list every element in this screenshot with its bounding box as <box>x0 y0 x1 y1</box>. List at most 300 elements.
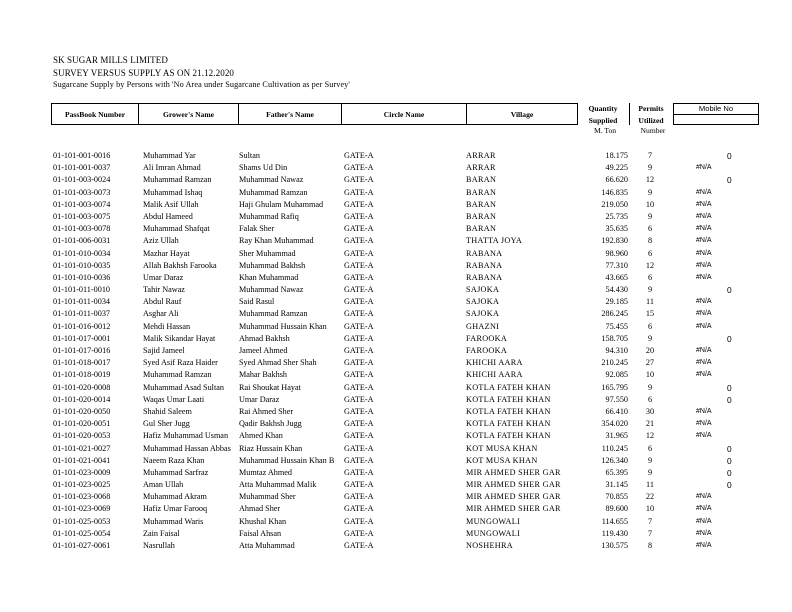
cell-grower-name: Muhammad Akram <box>143 492 207 502</box>
table-row <box>0 162 792 174</box>
cell-quantity: 165.795 <box>601 382 628 392</box>
cell-circle-name: GATE-A <box>344 467 374 477</box>
cell-passbook: 01-101-023-0009 <box>53 467 111 477</box>
cell-quantity: 29.185 <box>605 297 628 307</box>
header-passbook: PassBook Number <box>51 103 139 125</box>
cell-father-name: Muhammad Hussain Khan B <box>239 455 335 465</box>
cell-village: KHICHI AARA <box>466 370 523 380</box>
cell-passbook: 01-101-023-0025 <box>53 480 111 490</box>
cell-circle-name: GATE-A <box>344 358 374 368</box>
cell-grower-name: Nasrullah <box>143 541 175 550</box>
cell-quantity: 126.340 <box>601 455 628 465</box>
cell-father-name: Riaz Hussain Khan <box>239 443 303 453</box>
cell-permits: 6 <box>647 248 653 258</box>
cell-father-name: Muhammad Rafiq <box>239 211 299 221</box>
cell-father-name: Muhammad Ramzan <box>239 309 308 319</box>
cell-circle-name: GATE-A <box>344 297 374 307</box>
table-row <box>0 199 792 211</box>
cell-father-name: Ahmad Sher <box>239 504 281 514</box>
cell-permits: 9 <box>647 333 653 343</box>
cell-grower-name: Allah Bakhsh Farooka <box>143 260 217 270</box>
table-row <box>0 467 792 479</box>
cell-permits: 12 <box>645 260 655 270</box>
cell-passbook: 01-101-020-0050 <box>53 406 111 416</box>
cell-mobile: #N/A <box>696 249 712 257</box>
table-row <box>0 430 792 442</box>
cell-mark: 0 <box>727 175 732 186</box>
cell-mobile: #N/A <box>696 212 712 220</box>
table-row <box>0 174 792 186</box>
cell-village: KOTLA FATEH KHAN <box>466 406 551 416</box>
cell-quantity: 158.705 <box>601 333 628 343</box>
cell-grower-name: Malik Asif Ullah <box>143 199 199 209</box>
cell-father-name: Ray Khan Muhammad <box>239 236 314 246</box>
cell-village: THATTA JOYA <box>466 236 523 246</box>
cell-village: MIR AHMED SHER GAR <box>466 504 561 514</box>
cell-permits: 6 <box>647 321 653 331</box>
cell-grower-name: Shahid Saleem <box>143 406 192 416</box>
cell-circle-name: GATE-A <box>344 431 374 441</box>
cell-father-name: Muhammad Sher <box>239 492 296 502</box>
table-row <box>0 248 792 260</box>
report-subtitle: Sugarcane Supply by Persons with 'No Area under Sugarcane Cultivation as per Survey' <box>53 80 350 89</box>
cell-passbook: 01-101-023-0069 <box>53 504 111 514</box>
cell-grower-name: Hafiz Muhammad Usman <box>143 431 229 441</box>
cell-permits: 11 <box>646 480 654 490</box>
cell-mark: 0 <box>727 394 732 405</box>
header-permits-unit: Number <box>640 126 666 135</box>
table-row <box>0 284 792 296</box>
cell-passbook: 01-101-010-0034 <box>53 248 111 258</box>
table-row <box>0 321 792 333</box>
cell-permits: 9 <box>647 211 653 221</box>
cell-mobile: #N/A <box>696 420 712 428</box>
cell-father-name: Jameel Ahmed <box>239 346 288 355</box>
cell-permits: 6 <box>647 443 653 453</box>
cell-quantity: 75.455 <box>605 321 628 331</box>
cell-father-name: Rai Ahmed Sher <box>239 406 294 416</box>
cell-passbook: 01-101-020-0053 <box>53 431 111 441</box>
table-row <box>0 369 792 381</box>
cell-father-name: Muhammad Bakhsh <box>239 260 306 270</box>
cell-passbook: 01-101-016-0012 <box>53 321 111 331</box>
cell-village: RABANA <box>466 272 503 282</box>
cell-passbook: 01-101-018-0019 <box>53 370 111 380</box>
cell-mobile: #N/A <box>696 505 712 513</box>
cell-passbook: 01-101-010-0035 <box>53 260 111 270</box>
table-row <box>0 150 792 162</box>
cell-grower-name: Asghar Ali <box>143 309 179 319</box>
cell-village: GHAZNI <box>466 321 500 331</box>
cell-grower-name: Hafiz Umar Farooq <box>143 504 208 514</box>
cell-mobile: #N/A <box>696 493 712 501</box>
header-village: Village <box>466 103 578 125</box>
cell-village: BARAN <box>466 175 497 185</box>
header-quantity <box>578 103 628 127</box>
cell-passbook: 01-101-003-0074 <box>53 199 111 209</box>
cell-circle-name: GATE-A <box>344 382 374 392</box>
cell-father-name: Rai Shoukat Hayat <box>239 382 301 392</box>
header-quantity-unit: M. Ton <box>593 126 617 135</box>
cell-passbook: 01-101-020-0008 <box>53 382 111 392</box>
cell-quantity: 66.620 <box>605 175 628 185</box>
cell-village: KOTLA FATEH KHAN <box>466 382 551 392</box>
cell-grower-name: Sajid Jameel <box>143 346 185 355</box>
cell-passbook: 01-101-020-0014 <box>53 394 111 404</box>
cell-passbook: 01-101-011-0037 <box>53 309 111 319</box>
cell-mobile: #N/A <box>696 432 712 440</box>
cell-mobile: #N/A <box>696 298 712 306</box>
cell-village: BARAN <box>466 211 497 221</box>
cell-quantity: 92.085 <box>605 370 628 380</box>
cell-circle-name: GATE-A <box>344 285 374 295</box>
cell-circle-name: GATE-A <box>344 394 374 404</box>
table-row <box>0 418 792 430</box>
cell-grower-name: Muhammad Shafqat <box>143 224 210 234</box>
cell-permits: 9 <box>647 285 653 295</box>
cell-village: ARRAR <box>466 163 496 173</box>
cell-quantity: 219.050 <box>601 199 628 209</box>
cell-permits: 11 <box>646 297 654 307</box>
cell-village: KOTLA FATEH KHAN <box>466 431 551 441</box>
cell-village: ARRAR <box>466 151 496 160</box>
cell-passbook: 01-101-003-0075 <box>53 211 111 221</box>
cell-father-name: Qadir Bakhsh Jugg <box>239 419 302 429</box>
header-permits-line2: Utilized <box>638 116 664 125</box>
cell-permits: 9 <box>647 455 653 465</box>
cell-permits: 21 <box>645 419 655 429</box>
cell-circle-name: GATE-A <box>344 309 374 319</box>
cell-father-name: Shams Ud Din <box>239 163 288 173</box>
table-row <box>0 528 792 540</box>
cell-village: NOSHEHRA <box>466 541 513 550</box>
cell-mobile: #N/A <box>696 237 712 245</box>
cell-permits: 8 <box>647 236 653 246</box>
cell-circle-name: GATE-A <box>344 406 374 416</box>
cell-mark: 0 <box>727 443 732 454</box>
cell-father-name: Ahmed Khan <box>239 431 283 441</box>
cell-father-name: Khan Muhammad <box>239 272 299 282</box>
cell-permits: 6 <box>647 272 653 282</box>
cell-quantity: 31.145 <box>605 480 628 490</box>
cell-village: FAROOKA <box>466 333 508 343</box>
cell-permits: 20 <box>645 346 655 355</box>
header-mobile <box>673 103 759 125</box>
cell-grower-name: Muhammad Ishaq <box>143 187 203 197</box>
cell-passbook: 01-101-025-0053 <box>53 516 111 526</box>
table-row <box>0 455 792 467</box>
cell-quantity: 89.600 <box>605 504 628 514</box>
table-row <box>0 357 792 369</box>
cell-village: KHICHI AARA <box>466 358 523 368</box>
cell-grower-name: Mazhar Hayat <box>143 248 190 258</box>
table-row <box>0 382 792 394</box>
cell-father-name: Atta Muhammad Malik <box>239 480 317 490</box>
cell-village: RABANA <box>466 248 503 258</box>
cell-village: BARAN <box>466 187 497 197</box>
table-row <box>0 308 792 320</box>
cell-quantity: 130.575 <box>601 541 628 550</box>
cell-village: KOT MUSA KHAN <box>466 455 538 465</box>
cell-mobile: #N/A <box>696 371 712 379</box>
cell-quantity: 65.395 <box>605 467 628 477</box>
cell-passbook: 01-101-017-0001 <box>53 333 111 343</box>
header-permits <box>630 103 672 127</box>
cell-grower-name: Aziz Ullah <box>143 236 179 246</box>
header-grower: Grower's Name <box>138 103 239 125</box>
cell-father-name: Umar Daraz <box>239 394 280 404</box>
cell-father-name: Faisal Ahsan <box>239 528 282 538</box>
cell-permits: 9 <box>647 382 653 392</box>
cell-village: MIR AHMED SHER GAR <box>466 480 561 490</box>
cell-mobile: #N/A <box>696 188 712 196</box>
cell-village: MUNGOWALI <box>466 516 521 526</box>
table-row <box>0 345 792 357</box>
cell-passbook: 01-101-010-0036 <box>53 272 111 282</box>
cell-mobile: #N/A <box>696 517 712 525</box>
cell-permits: 15 <box>645 309 655 319</box>
cell-permits: 7 <box>647 516 653 526</box>
cell-passbook: 01-101-018-0017 <box>53 358 111 368</box>
cell-mobile: #N/A <box>696 310 712 318</box>
table-row <box>0 272 792 284</box>
cell-circle-name: GATE-A <box>344 346 374 355</box>
cell-passbook: 01-101-006-0031 <box>53 236 111 246</box>
cell-quantity: 192.830 <box>601 236 628 246</box>
cell-grower-name: Muhammad Asad Sultan <box>143 382 224 392</box>
cell-father-name: Falak Sher <box>239 224 275 234</box>
cell-mark: 0 <box>727 467 732 478</box>
header-circle: Circle Name <box>341 103 467 125</box>
table-row <box>0 443 792 455</box>
cell-circle-name: GATE-A <box>344 541 374 550</box>
cell-father-name: Haji Ghulam Muhammad <box>239 199 324 209</box>
cell-quantity: 70.855 <box>605 492 628 502</box>
table-row <box>0 260 792 272</box>
cell-permits: 6 <box>647 224 653 234</box>
cell-quantity: 97.550 <box>605 394 628 404</box>
cell-permits: 30 <box>645 406 655 416</box>
cell-grower-name: Muhammad Waris <box>143 516 204 526</box>
cell-father-name: Said Rasul <box>239 297 275 307</box>
table-row <box>0 503 792 515</box>
cell-permits: 10 <box>645 370 655 380</box>
cell-mobile: #N/A <box>696 225 712 233</box>
cell-circle-name: GATE-A <box>344 236 374 246</box>
company-title: SK SUGAR MILLS LIMITED <box>53 55 168 65</box>
cell-village: MUNGOWALI <box>466 528 521 538</box>
cell-quantity: 286.245 <box>601 309 628 319</box>
cell-passbook: 01-101-003-0024 <box>53 175 111 185</box>
cell-passbook: 01-101-021-0027 <box>53 443 111 453</box>
cell-grower-name: Waqas Umar Laati <box>143 394 205 404</box>
cell-circle-name: GATE-A <box>344 224 374 234</box>
cell-quantity: 35.635 <box>605 224 628 234</box>
cell-mark: 0 <box>727 480 732 491</box>
cell-circle-name: GATE-A <box>344 419 374 429</box>
cell-quantity: 110.245 <box>601 443 628 453</box>
cell-grower-name: Abdul Rauf <box>143 297 182 307</box>
cell-circle-name: GATE-A <box>344 443 374 453</box>
cell-quantity: 94.310 <box>605 346 628 355</box>
cell-grower-name: Muhammad Ramzan <box>143 175 212 185</box>
cell-grower-name: Abdul Hameed <box>143 211 193 221</box>
cell-grower-name: Umar Daraz <box>143 272 184 282</box>
cell-circle-name: GATE-A <box>344 187 374 197</box>
cell-quantity: 77.310 <box>605 260 628 270</box>
cell-mark: 0 <box>727 285 732 296</box>
cell-passbook: 01-101-021-0041 <box>53 455 111 465</box>
cell-father-name: Khushal Khan <box>239 516 287 526</box>
cell-circle-name: GATE-A <box>344 260 374 270</box>
cell-village: KOTLA FATEH KHAN <box>466 419 551 429</box>
cell-passbook: 01-101-001-0037 <box>53 163 111 173</box>
cell-passbook: 01-101-023-0068 <box>53 492 111 502</box>
cell-mobile: #N/A <box>696 273 712 281</box>
cell-passbook: 01-101-011-0010 <box>53 285 111 295</box>
cell-passbook: 01-101-011-0034 <box>53 297 111 307</box>
header-father: Father's Name <box>238 103 342 125</box>
cell-grower-name: Zain Faisal <box>143 528 180 538</box>
cell-permits: 8 <box>647 541 653 550</box>
cell-circle-name: GATE-A <box>344 151 374 160</box>
table-row <box>0 333 792 345</box>
cell-passbook: 01-101-003-0078 <box>53 224 111 234</box>
cell-grower-name: Muhammad Ramzan <box>143 370 212 380</box>
cell-quantity: 98.960 <box>605 248 628 258</box>
table-row <box>0 394 792 406</box>
cell-permits: 22 <box>645 492 655 502</box>
cell-father-name: Sultan <box>239 151 260 160</box>
cell-quantity: 31.965 <box>605 431 628 441</box>
table-row <box>0 406 792 418</box>
data-table-body <box>0 150 792 552</box>
cell-village: SAJOKA <box>466 297 500 307</box>
cell-grower-name: Ali Imran Ahmad <box>143 163 201 173</box>
cell-quantity: 354.020 <box>601 419 628 429</box>
cell-permits: 10 <box>645 199 655 209</box>
cell-passbook: 01-101-003-0073 <box>53 187 111 197</box>
cell-circle-name: GATE-A <box>344 528 374 538</box>
cell-permits: 12 <box>645 175 655 185</box>
cell-circle-name: GATE-A <box>344 272 374 282</box>
cell-village: KOTLA FATEH KHAN <box>466 394 551 404</box>
cell-father-name: Muhammad Nawaz <box>239 175 304 185</box>
cell-passbook: 01-101-020-0051 <box>53 419 111 429</box>
header-permits-line1: Permits <box>638 104 664 113</box>
cell-quantity: 54.430 <box>605 285 628 295</box>
cell-circle-name: GATE-A <box>344 480 374 490</box>
cell-father-name: Atta Muhammad <box>239 541 295 550</box>
cell-father-name: Sher Muhammad <box>239 248 296 258</box>
cell-permits: 6 <box>647 394 653 404</box>
cell-circle-name: GATE-A <box>344 492 374 502</box>
cell-quantity: 119.430 <box>601 528 628 538</box>
cell-village: BARAN <box>466 224 497 234</box>
cell-quantity: 114.655 <box>601 516 628 526</box>
header-mobile-label: Mobile No <box>698 104 734 113</box>
cell-village: RABANA <box>466 260 503 270</box>
cell-permits: 10 <box>645 504 655 514</box>
cell-grower-name: Aman Ullah <box>143 480 184 490</box>
table-row <box>0 223 792 235</box>
header-quantity-line2: Supplied <box>588 116 618 125</box>
cell-mark: 0 <box>727 382 732 393</box>
cell-passbook: 01-101-001-0016 <box>53 151 111 160</box>
cell-mark: 0 <box>727 333 732 344</box>
cell-father-name: Ahmad Bakhsh <box>239 333 290 343</box>
cell-circle-name: GATE-A <box>344 163 374 173</box>
cell-grower-name: Naeem Raza Khan <box>143 455 205 465</box>
table-row <box>0 491 792 503</box>
cell-passbook: 01-101-017-0016 <box>53 346 111 355</box>
cell-circle-name: GATE-A <box>344 455 374 465</box>
cell-village: KOT MUSA KHAN <box>466 443 538 453</box>
table-row <box>0 296 792 308</box>
cell-circle-name: GATE-A <box>344 248 374 258</box>
cell-permits: 27 <box>645 358 655 368</box>
cell-permits: 7 <box>647 528 653 538</box>
cell-circle-name: GATE-A <box>344 370 374 380</box>
cell-mobile: #N/A <box>696 322 712 330</box>
cell-mobile: #N/A <box>696 347 712 354</box>
cell-mobile: #N/A <box>696 261 712 269</box>
cell-village: FAROOKA <box>466 346 508 355</box>
cell-permits: 7 <box>647 151 653 160</box>
cell-permits: 9 <box>647 163 653 173</box>
cell-mobile: #N/A <box>696 542 712 549</box>
cell-grower-name: Gul Sher Jugg <box>143 419 190 429</box>
cell-mark: 0 <box>727 455 732 466</box>
cell-quantity: 25.735 <box>605 211 628 221</box>
cell-permits: 12 <box>645 431 655 441</box>
cell-circle-name: GATE-A <box>344 504 374 514</box>
cell-grower-name: Malik Sikandar Hayat <box>143 333 216 343</box>
table-row <box>0 187 792 199</box>
cell-circle-name: GATE-A <box>344 175 374 185</box>
table-row <box>0 211 792 223</box>
cell-quantity: 146.835 <box>601 187 628 197</box>
cell-father-name: Muhammad Ramzan <box>239 187 308 197</box>
cell-mobile: #N/A <box>696 407 712 415</box>
cell-village: MIR AHMED SHER GAR <box>466 492 561 502</box>
cell-mark: 0 <box>727 151 732 161</box>
cell-passbook: 01-101-027-0061 <box>53 541 111 550</box>
cell-circle-name: GATE-A <box>344 333 374 343</box>
cell-permits: 9 <box>647 467 653 477</box>
table-row <box>0 479 792 491</box>
cell-village: SAJOKA <box>466 309 500 319</box>
cell-quantity: 49.225 <box>605 163 628 173</box>
table-row <box>0 235 792 247</box>
cell-circle-name: GATE-A <box>344 199 374 209</box>
cell-grower-name: Tahir Nawaz <box>143 285 185 295</box>
table-row <box>0 516 792 528</box>
cell-quantity: 66.410 <box>605 406 628 416</box>
cell-father-name: Muhammad Nawaz <box>239 285 304 295</box>
cell-quantity: 43.665 <box>605 272 628 282</box>
cell-permits: 9 <box>647 187 653 197</box>
cell-circle-name: GATE-A <box>344 211 374 221</box>
header-quantity-line1: Quantity <box>588 104 618 113</box>
report-title: SURVEY VERSUS SUPPLY AS ON 21.12.2020 <box>53 68 235 78</box>
cell-village: MIR AHMED SHER GAR <box>466 467 561 477</box>
cell-grower-name: Muhammad Hassan Abbas <box>143 443 231 453</box>
cell-village: BARAN <box>466 199 497 209</box>
cell-grower-name: Syed Asif Raza Haider <box>143 358 218 368</box>
cell-circle-name: GATE-A <box>344 516 374 526</box>
cell-mobile: #N/A <box>696 164 712 172</box>
